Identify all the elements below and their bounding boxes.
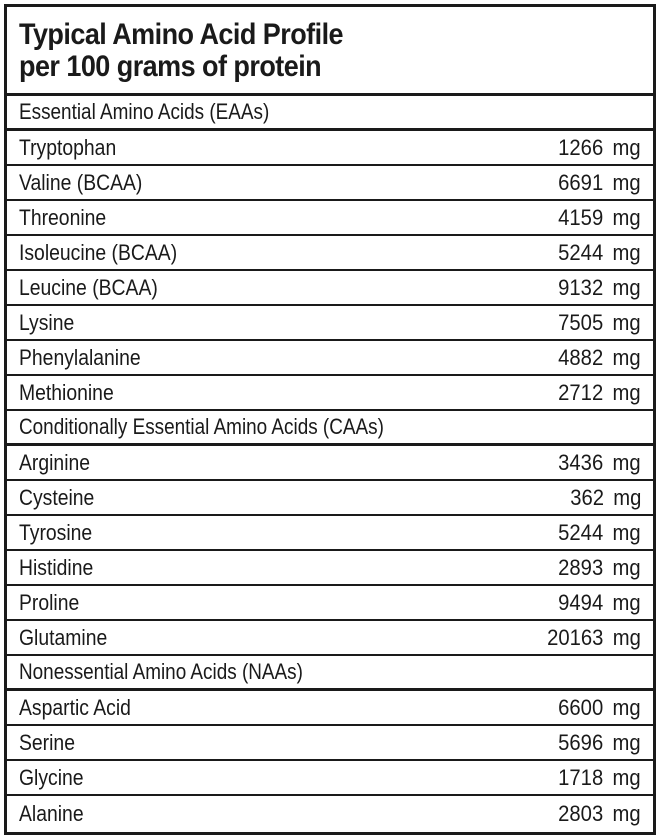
amino-acid-amount: 2893 mg: [558, 554, 641, 580]
amino-acid-name: Proline: [19, 589, 80, 615]
amino-acid-amount: 4159 mg: [558, 204, 641, 230]
table-row: [7, 726, 653, 761]
table-row: [7, 341, 653, 376]
amino-acid-name: Serine: [19, 729, 75, 755]
amino-acid-name: Isoleucine (BCAA): [19, 239, 178, 265]
amino-acid-amount: 1266 mg: [558, 134, 641, 160]
table-row: [7, 201, 653, 236]
title-line-2: per 100 grams of protein: [19, 50, 322, 83]
amino-acid-amount: 5696 mg: [558, 729, 641, 755]
table-row: [7, 131, 653, 166]
amino-acid-name: Phenylalanine: [19, 344, 141, 370]
amino-acid-amount: 9494 mg: [558, 589, 641, 615]
amino-acid-amount: 5244 mg: [558, 239, 641, 265]
section-heading-label: Essential Amino Acids (EAAs): [19, 99, 270, 124]
amino-acid-amount: 5244 mg: [558, 519, 641, 545]
table-row: [7, 516, 653, 551]
amino-acid-name: Tyrosine: [19, 519, 93, 545]
table-row: [7, 376, 653, 411]
table-row: [7, 446, 653, 481]
amino-acid-amount: 1718 mg: [558, 764, 641, 790]
amino-acid-name: Alanine: [19, 800, 84, 826]
table-row: [7, 691, 653, 726]
amino-acid-name: Leucine (BCAA): [19, 274, 158, 300]
title-line-1: Typical Amino Acid Profile: [19, 18, 344, 51]
amino-acid-name: Arginine: [19, 449, 91, 475]
amino-acid-name: Glycine: [19, 764, 84, 790]
amino-acid-amount: 7505 mg: [558, 309, 641, 335]
amino-acid-name: Lysine: [19, 309, 75, 335]
table-row: [7, 306, 653, 341]
section-heading-nonessential: [7, 656, 653, 691]
table-row: [7, 621, 653, 656]
amino-acid-amount: 6691 mg: [558, 169, 641, 195]
amino-acid-name: Histidine: [19, 554, 94, 580]
amino-acid-name: Glutamine: [19, 624, 108, 650]
table-row: [7, 551, 653, 586]
amino-acid-name: Cysteine: [19, 484, 95, 510]
amino-acid-name: Methionine: [19, 379, 114, 405]
section-heading-conditionally-essential: [7, 411, 653, 446]
table-row: [7, 481, 653, 516]
amino-acid-name: Threonine: [19, 204, 107, 230]
section-heading-label: Nonessential Amino Acids (NAAs): [19, 659, 303, 684]
amino-acid-amount: 6600 mg: [558, 694, 641, 720]
table-title: [7, 7, 653, 96]
amino-acid-profile-table: [4, 4, 656, 835]
table-row: [7, 271, 653, 306]
table-row: [7, 761, 653, 796]
amino-acid-amount: 362 mg: [569, 484, 641, 510]
amino-acid-amount: 3436 mg: [558, 449, 641, 475]
table-row: [7, 796, 653, 831]
amino-acid-name: Tryptophan: [19, 134, 117, 160]
amino-acid-amount: 9132 mg: [558, 274, 641, 300]
section-heading-label: Conditionally Essential Amino Acids (CAAs): [19, 414, 384, 439]
table-row: [7, 586, 653, 621]
section-heading-essential: [7, 96, 653, 131]
amino-acid-amount: 4882 mg: [558, 344, 641, 370]
table-row: [7, 166, 653, 201]
amino-acid-amount: 2803 mg: [558, 800, 641, 826]
table-row: [7, 236, 653, 271]
amino-acid-amount: 2712 mg: [558, 379, 641, 405]
amino-acid-name: Aspartic Acid: [19, 694, 131, 720]
amino-acid-amount: 20163 mg: [547, 624, 641, 650]
amino-acid-name: Valine (BCAA): [19, 169, 143, 195]
